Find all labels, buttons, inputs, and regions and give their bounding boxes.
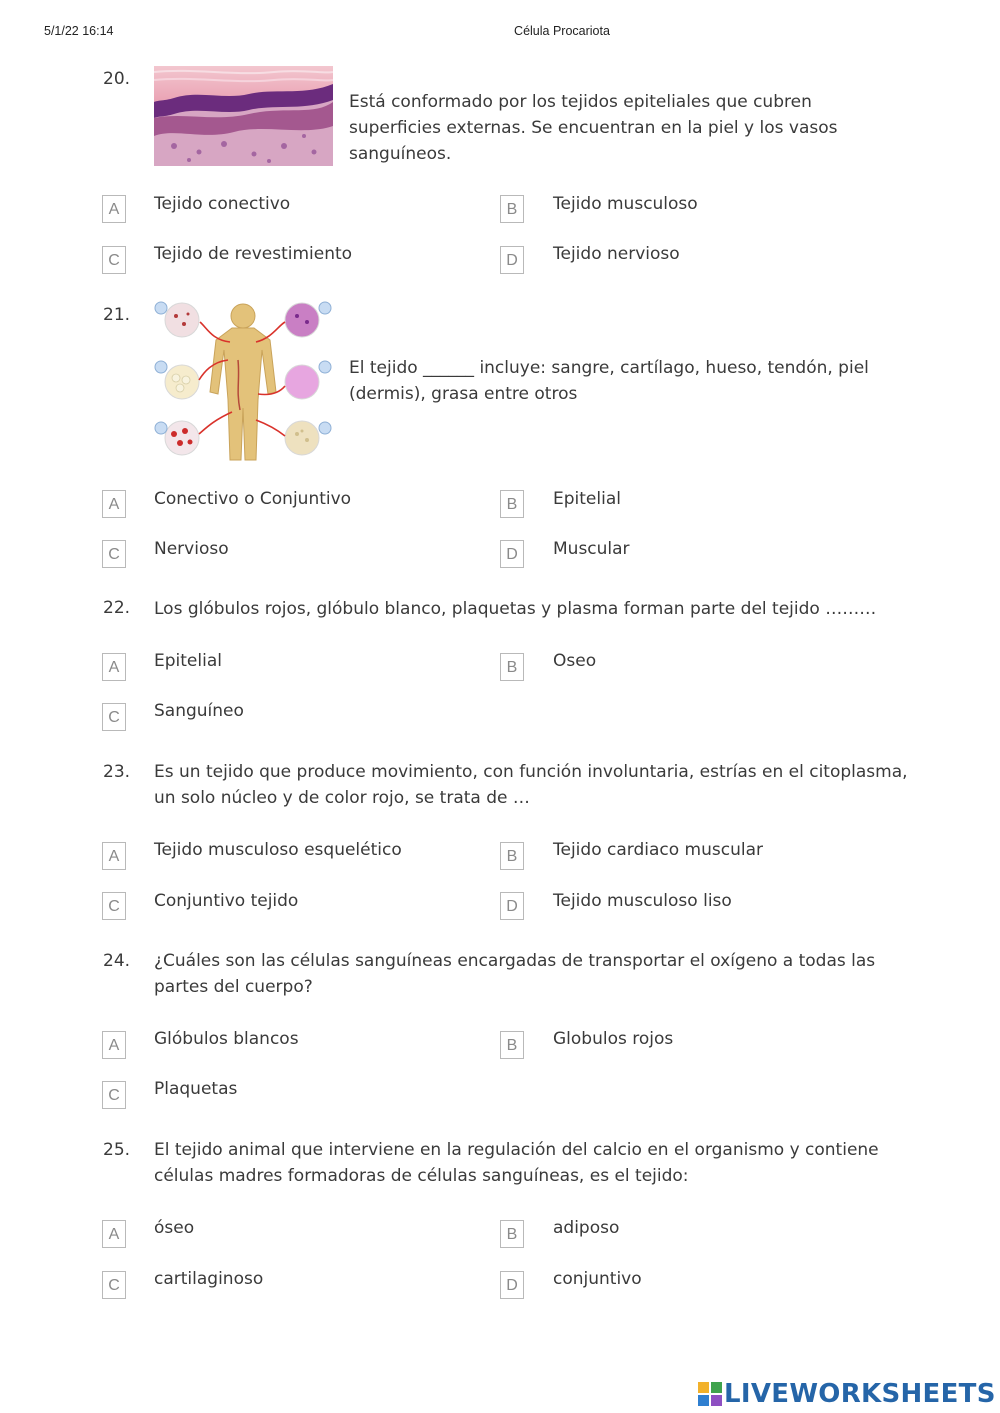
option-b-text: Tejido musculoso — [553, 194, 698, 214]
skin-tissue-image — [154, 66, 333, 166]
question-number: 25. — [103, 1140, 131, 1160]
option-b-text: Tejido cardiaco muscular — [553, 840, 763, 860]
option-c-text: Tejido de revestimiento — [154, 244, 353, 264]
option-b-text: Oseo — [553, 651, 597, 671]
option-b-text: Epitelial — [553, 489, 621, 509]
option-a-text: Glóbulos blancos — [154, 1029, 299, 1049]
print-date: 5/1/22 16:14 — [44, 24, 114, 38]
document-title: Célula Procariota — [514, 24, 610, 38]
option-d-text: Tejido musculoso liso — [553, 891, 732, 911]
option-c-text: Sanguíneo — [154, 701, 244, 721]
option-d-box[interactable]: D — [500, 246, 524, 274]
option-c-text: Plaquetas — [154, 1079, 238, 1099]
option-b-box[interactable]: B — [500, 490, 524, 518]
question-text: El tejido animal que interviene en la regulación del calcio en el organismo y contiene células madres formadoras de células sanguíneas, es el tejido: — [154, 1140, 879, 1186]
question-text: ¿Cuáles son las células sanguíneas encargadas de transportar el oxígeno a todas las partes del cuerpo? — [154, 951, 876, 997]
logo-icon — [698, 1382, 722, 1406]
option-a-box[interactable]: A — [102, 1031, 126, 1059]
question-number: 24. — [103, 951, 131, 971]
question-text: El tejido ______ incluye: sangre, cartílago, hueso, tendón, piel (dermis), grasa entre otros — [349, 358, 869, 404]
option-a-text: Tejido musculoso esquelético — [154, 840, 402, 860]
option-b-text: adiposo — [553, 1218, 620, 1238]
question-number: 21. — [103, 305, 131, 325]
question-text: Es un tejido que produce movimiento, con función involuntaria, estrías en el citoplasma, un solo núcleo y de color rojo, se trata de … — [154, 762, 908, 808]
option-d-text: Muscular — [553, 539, 630, 559]
body-tissues-image — [152, 300, 334, 462]
option-c-box[interactable]: C — [102, 1081, 126, 1109]
question-number: 23. — [103, 762, 131, 782]
option-a-box[interactable]: A — [102, 653, 126, 681]
option-c-text: Conjuntivo tejido — [154, 891, 299, 911]
question-text: Está conformado por los tejidos epiteliales que cubren superficies externas. Se encuentran en la piel y los vasos sanguíneos. — [349, 92, 838, 164]
option-b-box[interactable]: B — [500, 195, 524, 223]
option-d-box[interactable]: D — [500, 1271, 524, 1299]
option-d-text: conjuntivo — [553, 1269, 642, 1289]
option-a-box[interactable]: A — [102, 195, 126, 223]
option-a-text: Conectivo o Conjuntivo — [154, 489, 352, 509]
option-c-box[interactable]: C — [102, 540, 126, 568]
question-number: 20. — [103, 69, 131, 89]
option-a-box[interactable]: A — [102, 1220, 126, 1248]
option-b-box[interactable]: B — [500, 653, 524, 681]
option-c-text: Nervioso — [154, 539, 229, 559]
option-b-text: Globulos rojos — [553, 1029, 674, 1049]
liveworksheets-logo — [698, 1378, 996, 1410]
option-a-box[interactable]: A — [102, 842, 126, 870]
option-c-box[interactable]: C — [102, 246, 126, 274]
question-number: 22. — [103, 598, 131, 618]
option-a-text: Epitelial — [154, 651, 222, 671]
option-d-text: Tejido nervioso — [553, 244, 680, 264]
option-b-box[interactable]: B — [500, 1031, 524, 1059]
option-d-box[interactable]: D — [500, 892, 524, 920]
option-b-box[interactable]: B — [500, 842, 524, 870]
option-c-box[interactable]: C — [102, 703, 126, 731]
option-b-box[interactable]: B — [500, 1220, 524, 1248]
option-c-text: cartilaginoso — [154, 1269, 264, 1289]
option-d-box[interactable]: D — [500, 540, 524, 568]
option-a-box[interactable]: A — [102, 490, 126, 518]
option-c-box[interactable]: C — [102, 892, 126, 920]
option-a-text: óseo — [154, 1218, 195, 1238]
option-a-text: Tejido conectivo — [154, 194, 291, 214]
question-text: Los glóbulos rojos, glóbulo blanco, plaquetas y plasma forman parte del tejido ……… — [154, 599, 877, 619]
option-c-box[interactable]: C — [102, 1271, 126, 1299]
logo-text: LIVEWORKSHEETS — [724, 1379, 996, 1409]
